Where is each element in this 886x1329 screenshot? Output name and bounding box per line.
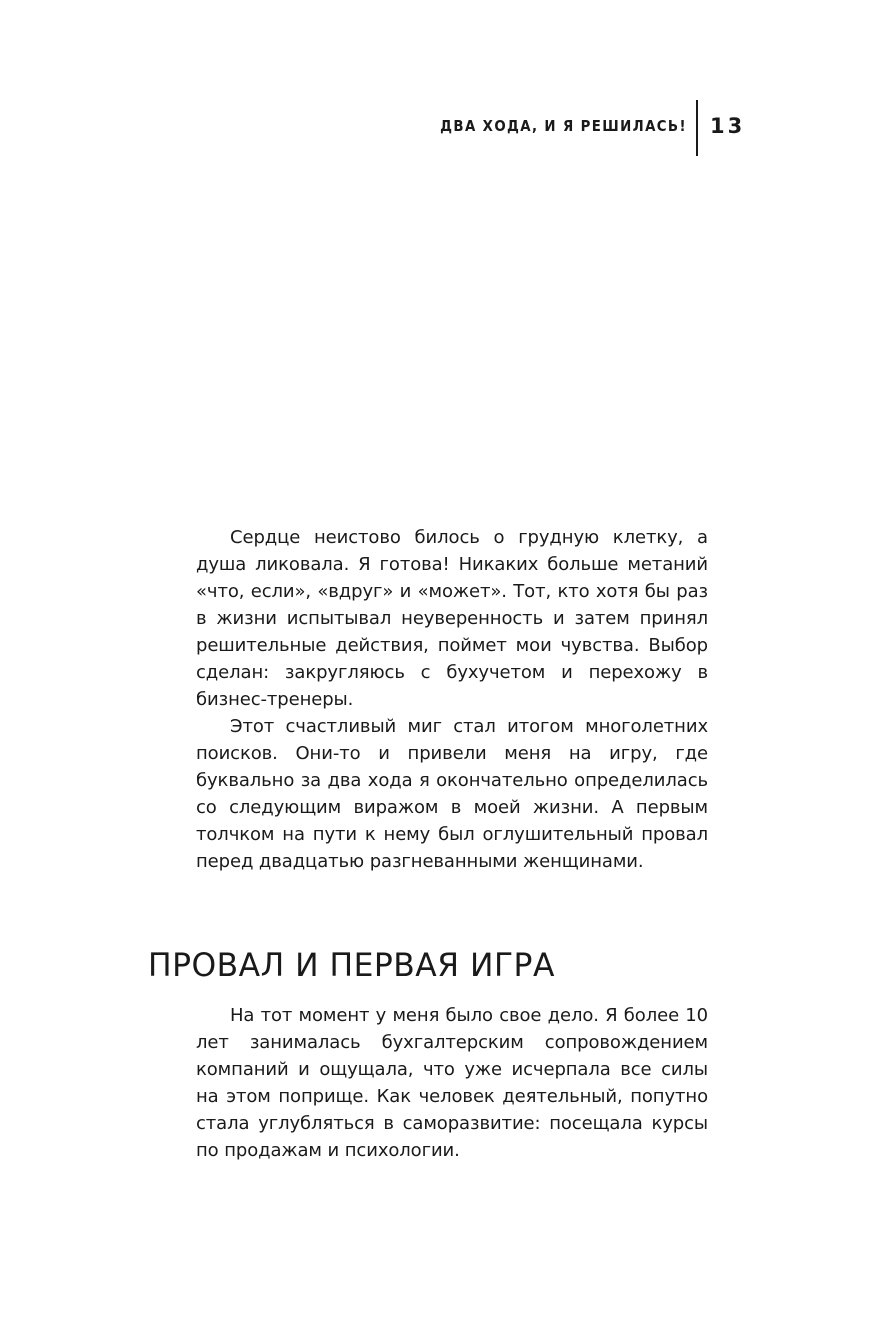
- header-divider: [696, 100, 698, 156]
- section-heading: ПРОВАЛ И ПЕРВАЯ ИГРА: [148, 946, 555, 984]
- paragraph: Сердце неистово билось о грудную клетку, а душа ликовала. Я готова! Никаких больше метаний «что, если», «вдруг» и «может». Тот, кто хотя бы раз в жизни испытывал неуверенность и затем принял решительные действия, поймет мои чувства. Выбор сделан: закругляюсь с бухучетом и перехожу в бизнес-тренеры.: [196, 527, 708, 710]
- page-number: 13: [710, 114, 746, 138]
- paragraph: На тот момент у меня было свое дело. Я более 10 лет занималась бухгалтерским сопровождением компаний и ощущала, что уже исчерпала все силы на этом поприще. Как человек деятельный, попутно стала углубляться в саморазвитие: посещала курсы по продажам и психологии.: [196, 1005, 708, 1161]
- intro-text: [196, 524, 708, 875]
- paragraph: Этот счастливый миг стал итогом многолетних поисков. Они-то и привели меня на игру, где буквально за два хода я окончательно определилась со следующим виражом в моей жизни. А первым толчком на пути к нему был оглушительный провал перед двадцатью разгневанными женщинами.: [196, 716, 708, 872]
- section-text: [196, 1002, 708, 1164]
- running-title: ДВА ХОДА, И Я РЕШИЛАСЬ!: [440, 117, 687, 135]
- running-header: [420, 100, 746, 156]
